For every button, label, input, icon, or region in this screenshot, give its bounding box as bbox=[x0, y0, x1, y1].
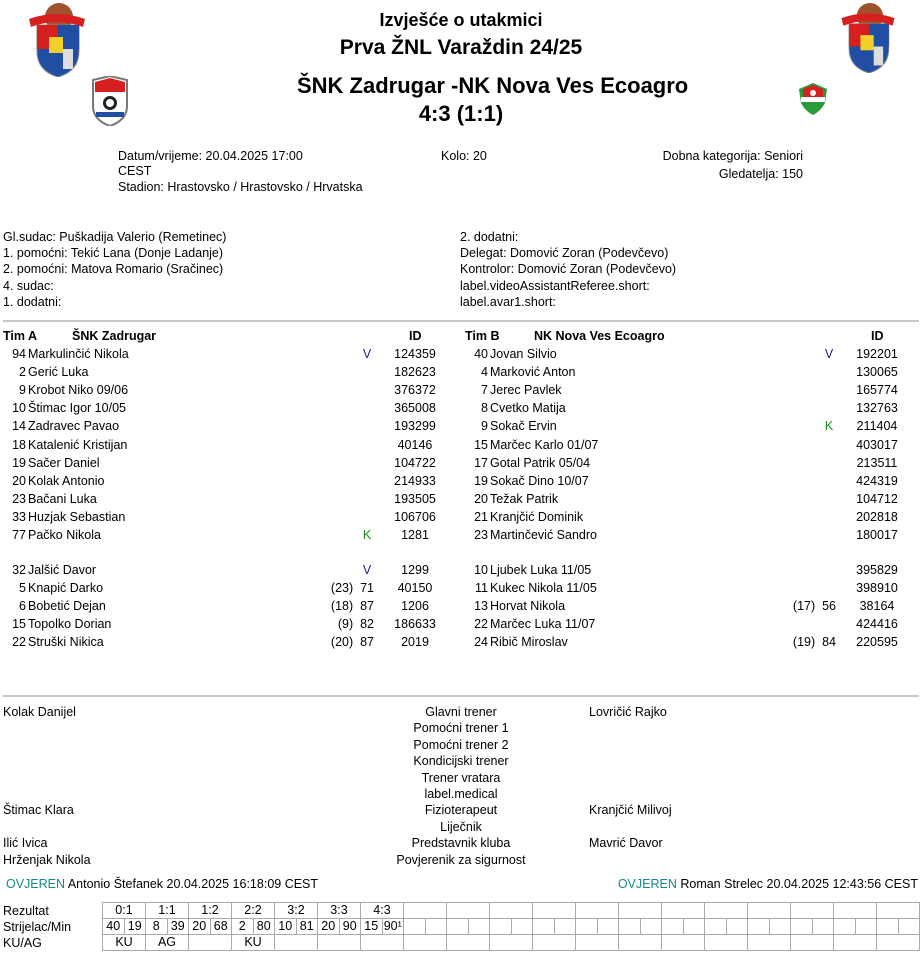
player-row bbox=[0, 345, 450, 363]
player-id: 38164 bbox=[859, 599, 895, 614]
player-number: 2 bbox=[19, 365, 26, 380]
player-id: 186633 bbox=[394, 617, 436, 632]
player-id: 130065 bbox=[856, 365, 898, 380]
kuag-cell: KU bbox=[232, 935, 275, 951]
player-number: 23 bbox=[474, 528, 488, 542]
player-name: Markulinčić Nikola bbox=[28, 347, 129, 361]
player-row bbox=[462, 561, 912, 579]
staff-away-name: Mavrić Davor bbox=[589, 836, 663, 851]
kuag-cell bbox=[533, 935, 576, 951]
player-name: Horvat Nikola bbox=[490, 599, 566, 614]
staff-home-name: Kolak Danijel bbox=[3, 705, 76, 719]
player-id: 104722 bbox=[394, 455, 436, 470]
player-number: 33 bbox=[12, 509, 26, 524]
away-verified-text: Roman Strelec 20.04.2025 12:43:56 CEST bbox=[680, 877, 918, 891]
kuag-cell bbox=[619, 935, 662, 951]
player-id: 1299 bbox=[401, 563, 429, 577]
player-number: 20 bbox=[12, 473, 26, 488]
goal-minute-cell bbox=[812, 919, 834, 935]
goal-minute-cell bbox=[511, 919, 533, 935]
player-number: 6 bbox=[19, 599, 26, 614]
player-id: 376372 bbox=[394, 383, 436, 398]
scorer-number-cell bbox=[834, 919, 856, 935]
player-number: 20 bbox=[474, 491, 488, 506]
team-b-name: NK Nova Ves Ecoagro bbox=[534, 329, 665, 343]
goal-minute-cell bbox=[898, 919, 920, 935]
goalkeeper-mark: V bbox=[362, 347, 372, 361]
match-stadium: Stadion: Hrastovsko / Hrastovsko / Hrvatska bbox=[118, 180, 363, 194]
kuag-cell bbox=[447, 935, 490, 951]
goal-minute-cell: 90¹ bbox=[383, 919, 402, 933]
result-cell: 2:2 bbox=[232, 903, 275, 919]
away-verification bbox=[618, 877, 918, 891]
age-category: Dobna kategorija: Seniori bbox=[662, 149, 803, 163]
scorer-number-cell: 2 bbox=[232, 919, 254, 935]
goal-minute-cell: 68 bbox=[210, 919, 232, 935]
final-score: 4:3 (1:1) bbox=[418, 101, 504, 126]
staff-home-name: Hrženjak Nikola bbox=[3, 852, 91, 867]
player-row bbox=[0, 472, 450, 490]
official-line: 4. sudac: bbox=[3, 278, 54, 293]
result-cell bbox=[404, 903, 447, 919]
player-id: 2019 bbox=[401, 635, 429, 650]
kuag-cell bbox=[189, 935, 232, 951]
captain-mark: K bbox=[824, 419, 834, 434]
player-id: 395829 bbox=[856, 563, 898, 577]
player-name: Kukec Nikola 11/05 bbox=[490, 581, 597, 596]
staff-role-label: Pomoćni trener 1 bbox=[413, 721, 509, 736]
goal-minute-cell bbox=[683, 919, 705, 935]
player-id: 104712 bbox=[856, 491, 898, 506]
match-round: Kolo: 20 bbox=[441, 149, 487, 163]
player-row bbox=[462, 526, 912, 544]
player-name: Jerec Pavlek bbox=[490, 383, 562, 398]
player-name: Krobot Niko 09/06 bbox=[28, 383, 129, 398]
player-number: 10 bbox=[12, 401, 26, 416]
scorer-number-cell: 15 bbox=[361, 919, 383, 935]
scorer-number-cell bbox=[748, 919, 770, 935]
substitution-info: (18) 87 bbox=[330, 599, 374, 614]
report-title: Izvješće o utakmici bbox=[379, 10, 543, 30]
player-row bbox=[0, 436, 450, 454]
player-number: 9 bbox=[481, 419, 488, 434]
scorer-number-cell bbox=[877, 919, 899, 935]
scorer-number-cell: 20 bbox=[189, 919, 211, 935]
player-id: 365008 bbox=[394, 401, 436, 416]
player-id: 40146 bbox=[397, 437, 433, 452]
player-id: 424416 bbox=[856, 617, 898, 632]
player-name: Ribič Miroslav bbox=[490, 635, 568, 650]
official-line: Gl.sudac: Puškadija Valerio (Remetinec) bbox=[3, 230, 227, 244]
result-cell: 4:3 bbox=[361, 903, 404, 919]
staff-away-name: Lovričić Rajko bbox=[589, 705, 667, 719]
player-number: 8 bbox=[481, 401, 488, 416]
player-number: 21 bbox=[474, 509, 488, 524]
result-cell: 1:2 bbox=[189, 903, 232, 919]
away-team-name: NK Nova Ves Ecoagro bbox=[458, 73, 689, 98]
player-row bbox=[0, 490, 450, 508]
player-number: 4 bbox=[481, 365, 488, 380]
player-id: 1281 bbox=[401, 528, 429, 542]
competition-title: Prva ŽNL Varaždin 24/25 bbox=[339, 36, 583, 59]
scorer-number-cell: 20 bbox=[318, 919, 340, 935]
goal-minute-cell: 19 bbox=[124, 919, 146, 935]
substitution-info: (23) 71 bbox=[330, 581, 374, 596]
player-row bbox=[462, 633, 912, 651]
official-line: Kontrolor: Domović Zoran (Podevčevo) bbox=[460, 262, 677, 277]
player-number: 94 bbox=[12, 347, 26, 361]
player-row bbox=[0, 579, 450, 597]
player-name: Marčec Karlo 01/07 bbox=[490, 437, 599, 452]
player-row bbox=[462, 579, 912, 597]
player-number: 15 bbox=[12, 617, 26, 632]
player-row bbox=[462, 472, 912, 490]
player-row bbox=[0, 508, 450, 526]
player-name: Huzjak Sebastian bbox=[28, 509, 126, 524]
result-cell bbox=[791, 903, 834, 919]
player-id: 403017 bbox=[856, 437, 898, 452]
kuag-cell bbox=[705, 935, 748, 951]
divider bbox=[3, 320, 919, 322]
match-timezone: CEST bbox=[118, 164, 152, 178]
player-row bbox=[0, 381, 450, 399]
staff-role-label: Povjerenik za sigurnost bbox=[396, 852, 526, 867]
match-title bbox=[297, 73, 688, 99]
player-id: 211404 bbox=[856, 419, 898, 434]
staff-role-label: Kondicijski trener bbox=[413, 754, 509, 769]
scorer-number-cell bbox=[576, 919, 598, 935]
goal-minute-cell bbox=[597, 919, 619, 935]
divider bbox=[3, 695, 919, 697]
player-row bbox=[0, 561, 450, 579]
result-row-label: Rezultat bbox=[3, 904, 49, 918]
player-number: 13 bbox=[474, 599, 488, 614]
official-line: 2. dodatni: bbox=[460, 230, 519, 244]
player-row bbox=[0, 615, 450, 633]
player-id: 165774 bbox=[856, 383, 898, 398]
player-name: Katalenić Kristijan bbox=[28, 437, 128, 452]
player-number: 9 bbox=[19, 383, 26, 398]
player-id: 192201 bbox=[856, 347, 898, 361]
player-number: 22 bbox=[12, 635, 26, 650]
result-cell: 3:3 bbox=[318, 903, 361, 919]
player-number: 32 bbox=[12, 563, 26, 577]
player-id: 40150 bbox=[397, 581, 433, 596]
scorer-number-cell bbox=[447, 919, 469, 935]
staff-role-label: Fizioterapeut bbox=[424, 803, 498, 818]
player-number: 77 bbox=[12, 528, 26, 542]
result-cell bbox=[447, 903, 490, 919]
kuag-row-label: KU/AG bbox=[3, 936, 42, 950]
goal-minute-cell bbox=[554, 919, 576, 935]
substitution-info: (9) 82 bbox=[337, 617, 374, 632]
result-cell bbox=[576, 903, 619, 919]
staff-role-label: label.medical bbox=[424, 787, 498, 801]
goal-minute-cell bbox=[855, 919, 877, 935]
home-verified-text: Antonio Štefanek 20.04.2025 16:18:09 CEST bbox=[67, 877, 319, 891]
player-id: 213511 bbox=[856, 455, 898, 470]
player-name: Kolak Antonio bbox=[28, 473, 105, 488]
team-b-label: Tim B bbox=[465, 329, 500, 343]
player-name: Marčec Luka 11/07 bbox=[490, 617, 596, 632]
player-id: 182623 bbox=[394, 365, 436, 380]
staff-home-name: Štimac Klara bbox=[3, 803, 74, 818]
goal-minute-cell bbox=[769, 919, 791, 935]
player-name: Ljubek Luka 11/05 bbox=[490, 563, 592, 577]
kuag-cell bbox=[404, 935, 447, 951]
player-name: Pačko Nikola bbox=[28, 528, 101, 542]
player-number: 17 bbox=[474, 455, 488, 470]
result-cell bbox=[834, 903, 877, 919]
scorer-number-cell bbox=[705, 919, 727, 935]
player-name: Gerić Luka bbox=[28, 365, 89, 380]
player-name: Jovan Silvio bbox=[490, 347, 557, 361]
player-name: Sokač Dino 10/07 bbox=[490, 473, 589, 488]
player-number: 24 bbox=[474, 635, 488, 650]
scorer-number-cell bbox=[619, 919, 641, 935]
player-name: Bačani Luka bbox=[28, 491, 97, 506]
scorer-number-cell: 40 bbox=[103, 919, 125, 935]
player-name: Jalšić Davor bbox=[28, 563, 97, 577]
result-cell: 3:2 bbox=[275, 903, 318, 919]
scorer-number-cell bbox=[791, 919, 813, 935]
result-cell bbox=[490, 903, 533, 919]
player-number: 14 bbox=[12, 419, 26, 434]
player-id: 124359 bbox=[394, 347, 436, 361]
team-a-id-header: ID bbox=[409, 329, 422, 343]
player-name: Zadravec Pavao bbox=[28, 419, 120, 434]
kuag-cell bbox=[275, 935, 318, 951]
player-id: 106706 bbox=[394, 509, 436, 524]
player-id: 180017 bbox=[856, 528, 898, 542]
scorer-number-cell bbox=[490, 919, 512, 935]
home-verified-status: OVJEREN bbox=[6, 877, 66, 891]
player-id: 424319 bbox=[856, 473, 898, 488]
result-cell bbox=[877, 903, 920, 919]
player-number: 11 bbox=[475, 581, 488, 596]
player-number: 19 bbox=[12, 455, 26, 470]
player-row bbox=[462, 381, 912, 399]
kuag-cell: AG bbox=[146, 935, 189, 951]
player-name: Martinčević Sandro bbox=[490, 528, 597, 542]
scoresheet-grid bbox=[102, 902, 920, 951]
player-name: Štimac Igor 10/05 bbox=[28, 401, 126, 416]
home-verification bbox=[6, 877, 318, 891]
player-id: 1206 bbox=[401, 599, 429, 614]
goal-minute-cell bbox=[468, 919, 490, 935]
result-cell bbox=[533, 903, 576, 919]
player-row bbox=[462, 597, 912, 615]
team-b-id-header: ID bbox=[871, 329, 884, 343]
player-id: 214933 bbox=[394, 473, 436, 488]
player-number: 7 bbox=[481, 383, 488, 398]
player-row bbox=[0, 417, 450, 435]
player-row bbox=[0, 597, 450, 615]
official-line: Delegat: Domović Zoran (Podevčevo) bbox=[460, 246, 669, 261]
scorer-number-cell: 10 bbox=[275, 919, 297, 935]
player-name: Sačer Daniel bbox=[28, 455, 100, 470]
team-a-label: Tim A bbox=[3, 329, 38, 343]
substitution-info: (17) 56 bbox=[792, 599, 836, 614]
player-name: Kranjčić Dominik bbox=[490, 509, 584, 524]
player-id: 193299 bbox=[394, 419, 436, 434]
official-line: 1. dodatni: bbox=[3, 294, 62, 309]
player-row bbox=[462, 363, 912, 381]
player-number: 15 bbox=[474, 437, 488, 452]
player-name: Gotal Patrik 05/04 bbox=[490, 455, 591, 470]
scorer-row-label: Strijelac/Min bbox=[3, 920, 72, 934]
kuag-cell bbox=[490, 935, 533, 951]
goal-minute-cell: 81 bbox=[296, 919, 318, 935]
player-name: Bobetić Dejan bbox=[28, 599, 106, 614]
scorer-number-cell bbox=[404, 919, 426, 935]
kuag-cell bbox=[662, 935, 705, 951]
goal-minute-cell bbox=[726, 919, 748, 935]
team-a-name: ŠNK Zadrugar bbox=[72, 329, 157, 343]
player-row bbox=[462, 399, 912, 417]
player-id: 193505 bbox=[394, 491, 436, 506]
player-row bbox=[0, 526, 450, 544]
result-cell bbox=[662, 903, 705, 919]
player-row bbox=[0, 363, 450, 381]
player-row bbox=[462, 454, 912, 472]
official-line: 2. pomoćni: Matova Romario (Sračinec) bbox=[3, 262, 224, 277]
substitution-info: (20) 87 bbox=[330, 635, 374, 650]
player-number: 40 bbox=[474, 347, 488, 361]
staff-role-label: Liječnik bbox=[440, 819, 482, 834]
substitution-info: (19) 84 bbox=[792, 635, 836, 650]
scorer-number-cell bbox=[533, 919, 555, 935]
player-name: Marković Anton bbox=[490, 365, 576, 380]
official-line: label.videoAssistantReferee.short: bbox=[460, 278, 650, 293]
result-cell bbox=[705, 903, 748, 919]
player-number: 23 bbox=[12, 491, 26, 506]
staff-role-label: Trener vratara bbox=[421, 770, 501, 785]
goal-minute-cell: 39 bbox=[167, 919, 189, 935]
player-row bbox=[462, 436, 912, 454]
kuag-cell bbox=[791, 935, 834, 951]
scoresheet-labels bbox=[3, 903, 71, 951]
player-name: Topolko Dorian bbox=[28, 617, 112, 632]
goal-minute-cell: 80 bbox=[253, 919, 275, 935]
kuag-cell bbox=[361, 935, 404, 951]
player-name: Knapić Darko bbox=[28, 581, 104, 596]
kuag-cell bbox=[576, 935, 619, 951]
player-name: Sokač Ervin bbox=[490, 419, 557, 434]
player-name: Struški Nikica bbox=[28, 635, 104, 650]
player-id: 202818 bbox=[856, 509, 898, 524]
player-row bbox=[462, 345, 912, 363]
player-name: Težak Patrik bbox=[490, 491, 559, 506]
captain-mark: K bbox=[362, 528, 372, 542]
kuag-cell bbox=[318, 935, 361, 951]
player-row bbox=[462, 417, 912, 435]
official-line: 1. pomoćni: Tekić Lana (Donje Ladanje) bbox=[3, 246, 224, 261]
result-cell: 1:1 bbox=[146, 903, 189, 919]
staff-role-label: Pomoćni trener 2 bbox=[413, 737, 509, 752]
spectators: Gledatelja: 150 bbox=[718, 167, 803, 181]
staff-home-name: Ilić Ivica bbox=[3, 836, 48, 851]
player-row bbox=[462, 508, 912, 526]
staff-role-label: Predstavnik kluba bbox=[411, 836, 511, 851]
staff-away-name: Kranjčić Milivoj bbox=[589, 803, 672, 818]
player-number: 5 bbox=[19, 581, 26, 596]
player-row bbox=[462, 615, 912, 633]
goal-minute-cell bbox=[640, 919, 662, 935]
result-cell bbox=[619, 903, 662, 919]
match-datetime: Datum/vrijeme: 20.04.2025 17:00 bbox=[118, 149, 303, 163]
player-row bbox=[0, 399, 450, 417]
home-team-name: ŠNK Zadrugar bbox=[297, 73, 445, 98]
player-row bbox=[462, 490, 912, 508]
official-line: label.avar1.short: bbox=[460, 294, 556, 309]
team-separator: - bbox=[451, 73, 459, 98]
player-number: 22 bbox=[474, 617, 488, 632]
player-name: Cvetko Matija bbox=[490, 401, 566, 416]
kuag-cell bbox=[748, 935, 791, 951]
player-id: 220595 bbox=[856, 635, 898, 650]
player-row bbox=[0, 454, 450, 472]
result-cell bbox=[748, 903, 791, 919]
kuag-cell bbox=[834, 935, 877, 951]
kuag-cell bbox=[877, 935, 920, 951]
scorer-number-cell bbox=[662, 919, 684, 935]
kuag-cell: KU bbox=[103, 935, 146, 951]
player-number: 18 bbox=[12, 437, 26, 452]
player-id: 132763 bbox=[856, 401, 898, 416]
staff-role-label: Glavni trener bbox=[425, 705, 497, 719]
goalkeeper-mark: V bbox=[362, 563, 372, 577]
goal-minute-cell bbox=[425, 919, 447, 935]
player-number: 19 bbox=[474, 473, 488, 488]
goal-minute-cell: 90 bbox=[339, 919, 361, 935]
away-verified-status: OVJEREN bbox=[617, 877, 677, 891]
result-cell: 0:1 bbox=[103, 903, 146, 919]
player-number: 10 bbox=[474, 563, 488, 577]
scorer-number-cell: 8 bbox=[146, 919, 168, 935]
player-id: 398910 bbox=[856, 581, 898, 596]
player-row bbox=[0, 633, 450, 651]
goalkeeper-mark: V bbox=[824, 347, 834, 361]
